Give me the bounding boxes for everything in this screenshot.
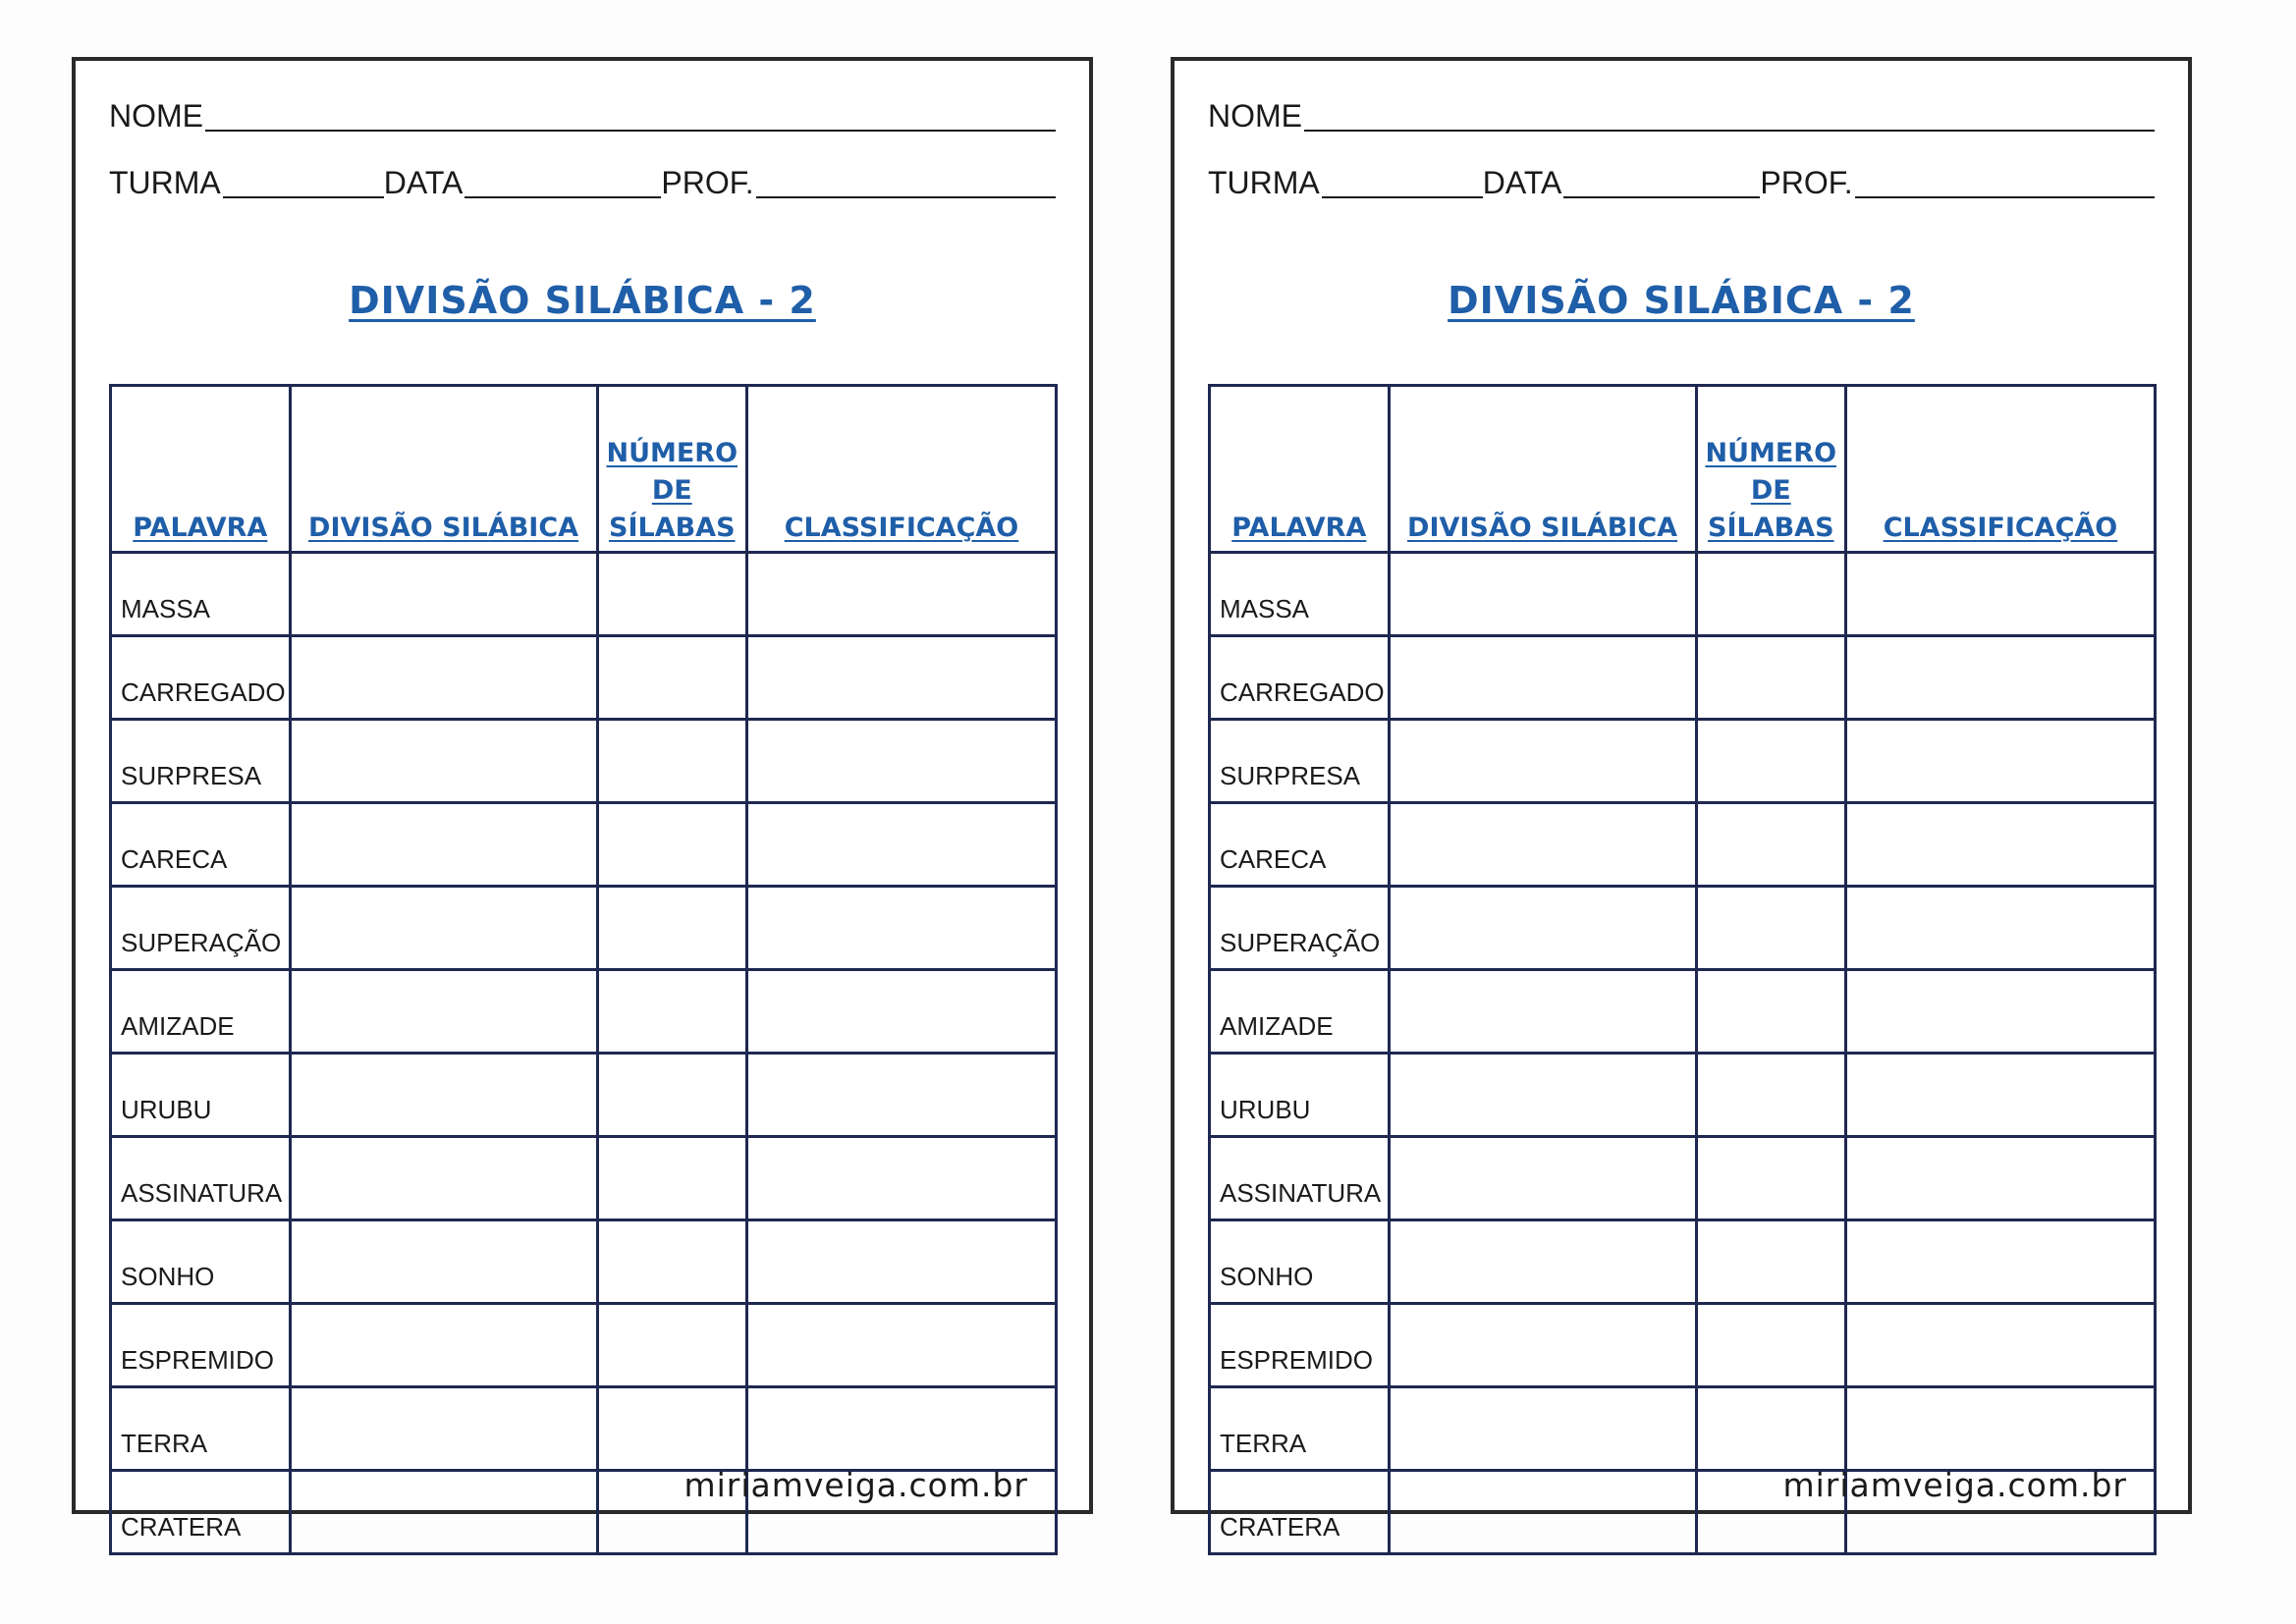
table-row xyxy=(1210,803,2156,887)
classificacao-cell[interactable] xyxy=(1846,720,2156,803)
classificacao-cell[interactable] xyxy=(747,1304,1057,1387)
divisao-cell[interactable] xyxy=(290,720,597,803)
numero-cell[interactable] xyxy=(1696,803,1845,887)
numero-cell[interactable] xyxy=(1696,720,1845,803)
nome-field[interactable] xyxy=(1304,106,2155,132)
divisao-cell[interactable] xyxy=(290,1137,597,1220)
table-row xyxy=(1210,636,2156,720)
divisao-cell[interactable] xyxy=(1389,1387,1696,1471)
word-cell: SONHO xyxy=(1210,1220,1390,1304)
table-row xyxy=(1210,970,2156,1054)
divisao-cell[interactable] xyxy=(290,1054,597,1137)
numero-cell[interactable] xyxy=(1696,1054,1845,1137)
table-row xyxy=(1210,553,2156,636)
word-cell: TERRA xyxy=(1210,1387,1390,1471)
divisao-cell[interactable] xyxy=(1389,970,1696,1054)
word-cell: SURPRESA xyxy=(1210,720,1390,803)
classificacao-cell[interactable] xyxy=(1846,1304,2156,1387)
word-cell: ASSINATURA xyxy=(1210,1137,1390,1220)
header-classificacao: CLASSIFICAÇÃO xyxy=(1846,386,2156,553)
divisao-cell[interactable] xyxy=(1389,1304,1696,1387)
numero-cell[interactable] xyxy=(597,1054,746,1137)
numero-cell[interactable] xyxy=(1696,636,1845,720)
word-cell: MASSA xyxy=(111,553,291,636)
numero-cell[interactable] xyxy=(1696,970,1845,1054)
numero-cell[interactable] xyxy=(597,1220,746,1304)
data-label: DATA xyxy=(383,165,464,200)
worksheet-title: DIVISÃO SILÁBICA - 2 xyxy=(1448,279,1915,322)
header-divisao-silabica: DIVISÃO SILÁBICA xyxy=(290,386,597,553)
syllable-table xyxy=(109,384,1058,1555)
classificacao-cell[interactable] xyxy=(747,1387,1057,1471)
word-cell: ESPREMIDO xyxy=(1210,1304,1390,1387)
divisao-cell[interactable] xyxy=(290,970,597,1054)
divisao-cell[interactable] xyxy=(290,1471,597,1554)
table-row xyxy=(1210,887,2156,970)
prof-label: PROF. xyxy=(661,165,754,200)
divisao-cell[interactable] xyxy=(290,1387,597,1471)
classificacao-cell[interactable] xyxy=(1846,803,2156,887)
numero-cell[interactable] xyxy=(597,1137,746,1220)
word-cell: AMIZADE xyxy=(1210,970,1390,1054)
table-row xyxy=(1210,720,2156,803)
numero-cell[interactable] xyxy=(597,1387,746,1471)
turma-field[interactable] xyxy=(223,173,384,198)
numero-cell[interactable] xyxy=(1696,1220,1845,1304)
table-row xyxy=(111,803,1057,887)
prof-field[interactable] xyxy=(756,173,1056,198)
turma-label: TURMA xyxy=(1208,165,1320,200)
header-classificacao: CLASSIFICAÇÃO xyxy=(747,386,1057,553)
classificacao-cell[interactable] xyxy=(747,636,1057,720)
classificacao-cell[interactable] xyxy=(1846,1220,2156,1304)
divisao-cell[interactable] xyxy=(290,803,597,887)
name-row xyxy=(109,100,1056,132)
numero-cell[interactable] xyxy=(1696,887,1845,970)
data-label: DATA xyxy=(1482,165,1562,200)
table-row xyxy=(111,970,1057,1054)
word-cell: URUBU xyxy=(111,1054,291,1137)
word-cell: SONHO xyxy=(111,1220,291,1304)
classificacao-cell[interactable] xyxy=(1846,887,2156,970)
table-row xyxy=(111,1387,1057,1471)
classificacao-cell[interactable] xyxy=(747,1220,1057,1304)
table-header-row xyxy=(1210,386,2156,553)
table-row xyxy=(111,1220,1057,1304)
worksheet-left xyxy=(72,57,1093,1542)
divisao-cell[interactable] xyxy=(1389,636,1696,720)
word-cell: URUBU xyxy=(1210,1054,1390,1137)
word-cell: ASSINATURA xyxy=(111,1137,291,1220)
divisao-cell[interactable] xyxy=(1389,1054,1696,1137)
word-cell: CARECA xyxy=(111,803,291,887)
divisao-cell[interactable] xyxy=(1389,720,1696,803)
class-date-prof-row xyxy=(1208,167,2155,198)
nome-label: NOME xyxy=(1208,98,1302,134)
word-cell: CRATERA xyxy=(1210,1471,1390,1554)
table-row xyxy=(1210,1387,2156,1471)
word-cell: CARREGADO xyxy=(1210,636,1390,720)
classificacao-cell[interactable] xyxy=(1846,1054,2156,1137)
divisao-cell[interactable] xyxy=(290,1220,597,1304)
numero-cell[interactable] xyxy=(1696,1387,1845,1471)
numero-cell[interactable] xyxy=(597,887,746,970)
word-cell: CARREGADO xyxy=(111,636,291,720)
header-numero-de-silabas: NÚMERO DE SÍLABAS xyxy=(597,386,746,553)
classificacao-cell[interactable] xyxy=(747,720,1057,803)
word-cell: TERRA xyxy=(111,1387,291,1471)
turma-field[interactable] xyxy=(1322,173,1483,198)
website-credit: miriamveiga.com.br xyxy=(683,1466,1028,1504)
divisao-cell[interactable] xyxy=(1389,1471,1696,1554)
numero-cell[interactable] xyxy=(1696,1304,1845,1387)
divisao-cell[interactable] xyxy=(1389,803,1696,887)
prof-label: PROF. xyxy=(1760,165,1853,200)
table-row xyxy=(111,1137,1057,1220)
word-cell: CARECA xyxy=(1210,803,1390,887)
data-field[interactable] xyxy=(465,173,661,198)
table-row xyxy=(1210,1137,2156,1220)
table-row xyxy=(1210,1220,2156,1304)
data-field[interactable] xyxy=(1563,173,1760,198)
numero-cell[interactable] xyxy=(597,553,746,636)
classificacao-cell[interactable] xyxy=(747,803,1057,887)
divisao-cell[interactable] xyxy=(290,636,597,720)
numero-cell[interactable] xyxy=(597,1304,746,1387)
nome-label: NOME xyxy=(109,98,203,134)
class-date-prof-row xyxy=(109,167,1056,198)
header-palavra: PALAVRA xyxy=(111,386,291,553)
numero-cell[interactable] xyxy=(597,970,746,1054)
numero-cell[interactable] xyxy=(597,803,746,887)
header-divisao-silabica: DIVISÃO SILÁBICA xyxy=(1389,386,1696,553)
table-row xyxy=(111,887,1057,970)
divisao-cell[interactable] xyxy=(290,1304,597,1387)
website-credit: miriamveiga.com.br xyxy=(1782,1466,2127,1504)
classificacao-cell[interactable] xyxy=(747,970,1057,1054)
classificacao-cell[interactable] xyxy=(1846,636,2156,720)
header-numero-de-silabas: NÚMERO DE SÍLABAS xyxy=(1696,386,1845,553)
classificacao-cell[interactable] xyxy=(747,887,1057,970)
nome-field[interactable] xyxy=(205,106,1056,132)
divisao-cell[interactable] xyxy=(1389,553,1696,636)
table-row xyxy=(111,636,1057,720)
word-cell: SUPERAÇÃO xyxy=(111,887,291,970)
table-row xyxy=(111,1304,1057,1387)
divisao-cell[interactable] xyxy=(1389,1137,1696,1220)
numero-cell[interactable] xyxy=(1696,1137,1845,1220)
word-cell: SUPERAÇÃO xyxy=(1210,887,1390,970)
numero-cell[interactable] xyxy=(1696,553,1845,636)
classificacao-cell[interactable] xyxy=(1846,1137,2156,1220)
classificacao-cell[interactable] xyxy=(1846,1387,2156,1471)
word-cell: CRATERA xyxy=(111,1471,291,1554)
classificacao-cell[interactable] xyxy=(747,1137,1057,1220)
name-row xyxy=(1208,100,2155,132)
divisao-cell[interactable] xyxy=(290,553,597,636)
classificacao-cell[interactable] xyxy=(747,1054,1057,1137)
classificacao-cell[interactable] xyxy=(747,553,1057,636)
numero-cell[interactable] xyxy=(597,720,746,803)
syllable-table xyxy=(1208,384,2157,1555)
header-palavra: PALAVRA xyxy=(1210,386,1390,553)
classificacao-cell[interactable] xyxy=(1846,970,2156,1054)
table-row xyxy=(1210,1304,2156,1387)
word-cell: MASSA xyxy=(1210,553,1390,636)
worksheet-title: DIVISÃO SILÁBICA - 2 xyxy=(349,279,816,322)
word-cell: SURPRESA xyxy=(111,720,291,803)
table-header-row xyxy=(111,386,1057,553)
classificacao-cell[interactable] xyxy=(1846,553,2156,636)
word-cell: AMIZADE xyxy=(111,970,291,1054)
table-row xyxy=(111,720,1057,803)
table-row xyxy=(111,1054,1057,1137)
turma-label: TURMA xyxy=(109,165,221,200)
numero-cell[interactable] xyxy=(597,636,746,720)
word-cell: ESPREMIDO xyxy=(111,1304,291,1387)
table-row xyxy=(1210,1054,2156,1137)
divisao-cell[interactable] xyxy=(1389,887,1696,970)
divisao-cell[interactable] xyxy=(290,887,597,970)
table-row xyxy=(111,553,1057,636)
worksheet-right xyxy=(1171,57,2192,1542)
prof-field[interactable] xyxy=(1855,173,2155,198)
divisao-cell[interactable] xyxy=(1389,1220,1696,1304)
